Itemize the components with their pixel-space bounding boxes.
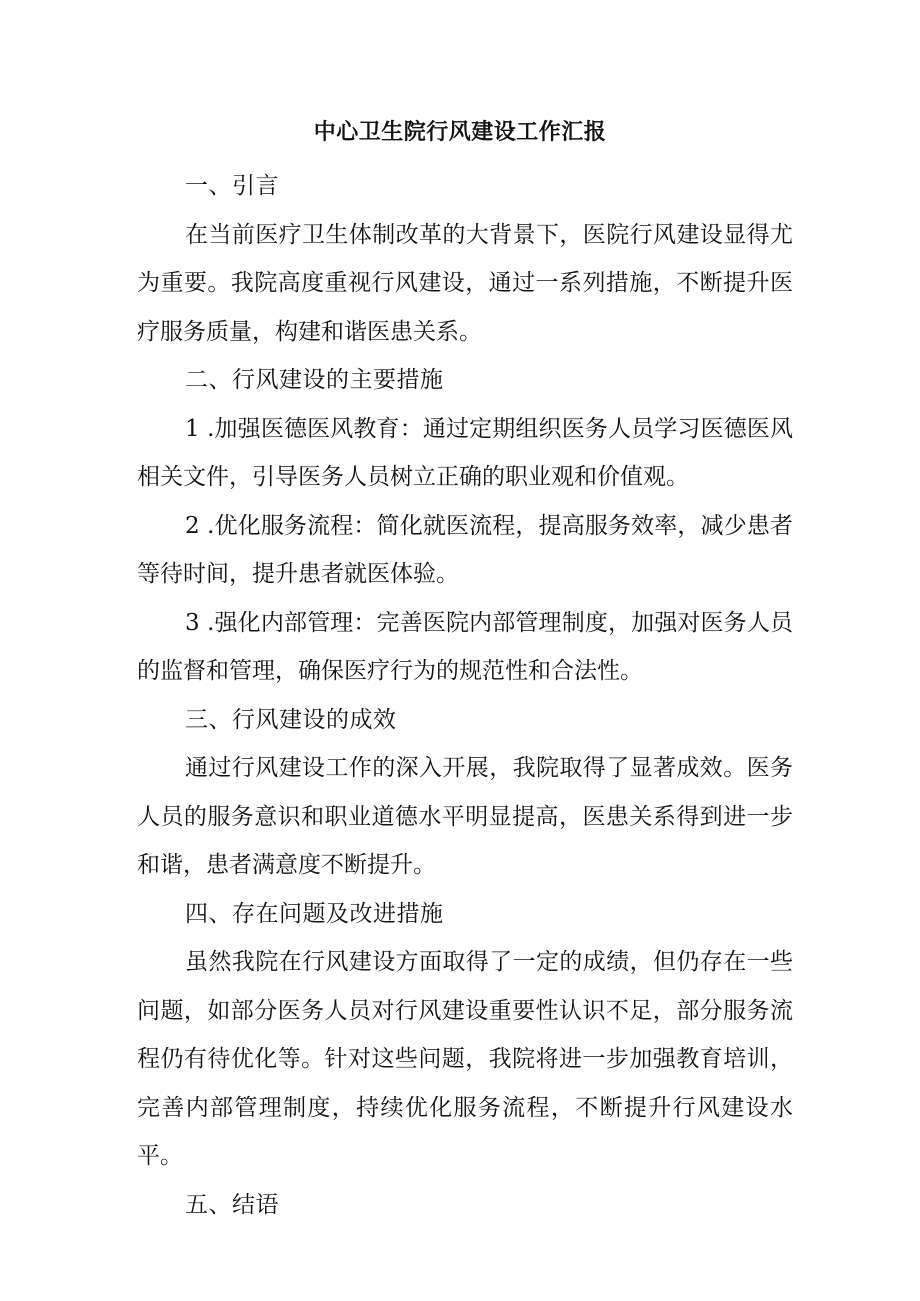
section-heading-results: 三、行风建设的成效 xyxy=(185,706,397,733)
section-heading-introduction: 一、引言 xyxy=(185,173,279,199)
paragraph-results: 通过行风建设工作的深入开展，我院取得了显著成效。医务人员的服务意识和职业道德水平明显提高，医患关系得到进一步和谐，患者满意度不断提升。 xyxy=(137,755,793,878)
section-heading-conclusion: 五、结语 xyxy=(185,1191,279,1218)
document-title: 中心卫生院行风建设工作汇报 xyxy=(313,119,607,145)
list-item-measure-3: 3 .强化内部管理：完善医院内部管理制度，加强对医务人员的监督和管理，确保医疗行为的规范性和合法性。 xyxy=(137,609,793,684)
list-item-measure-1: 1 .加强医德医风教育：通过定期组织医务人员学习医德医风相关文件，引导医务人员树立正确的职业观和价值观。 xyxy=(137,415,793,490)
list-item-measure-2: 2 .优化服务流程：简化就医流程，提高服务效率，减少患者等待时间，提升患者就医体验。 xyxy=(137,512,793,587)
paragraph-introduction: 在当前医疗卫生体制改革的大背景下，医院行风建设显得尤为重要。我院高度重视行风建设，通过一系列措施，不断提升医疗服务质量，构建和谐医患关系。 xyxy=(137,221,793,345)
paragraph-problems: 虽然我院在行风建设方面取得了一定的成绩，但仍存在一些问题，如部分医务人员对行风建设重要性认识不足，部分服务流程仍有待优化等。针对这些问题，我院将进一步加强教育培训，完善内部管理制度，持续优化服务流程，不断提升行风建设水平。 xyxy=(137,949,793,1169)
section-heading-problems: 四、存在问题及改进措施 xyxy=(185,900,444,927)
document-body xyxy=(137,162,793,1229)
section-heading-main-measures: 二、行风建设的主要措施 xyxy=(185,367,444,393)
